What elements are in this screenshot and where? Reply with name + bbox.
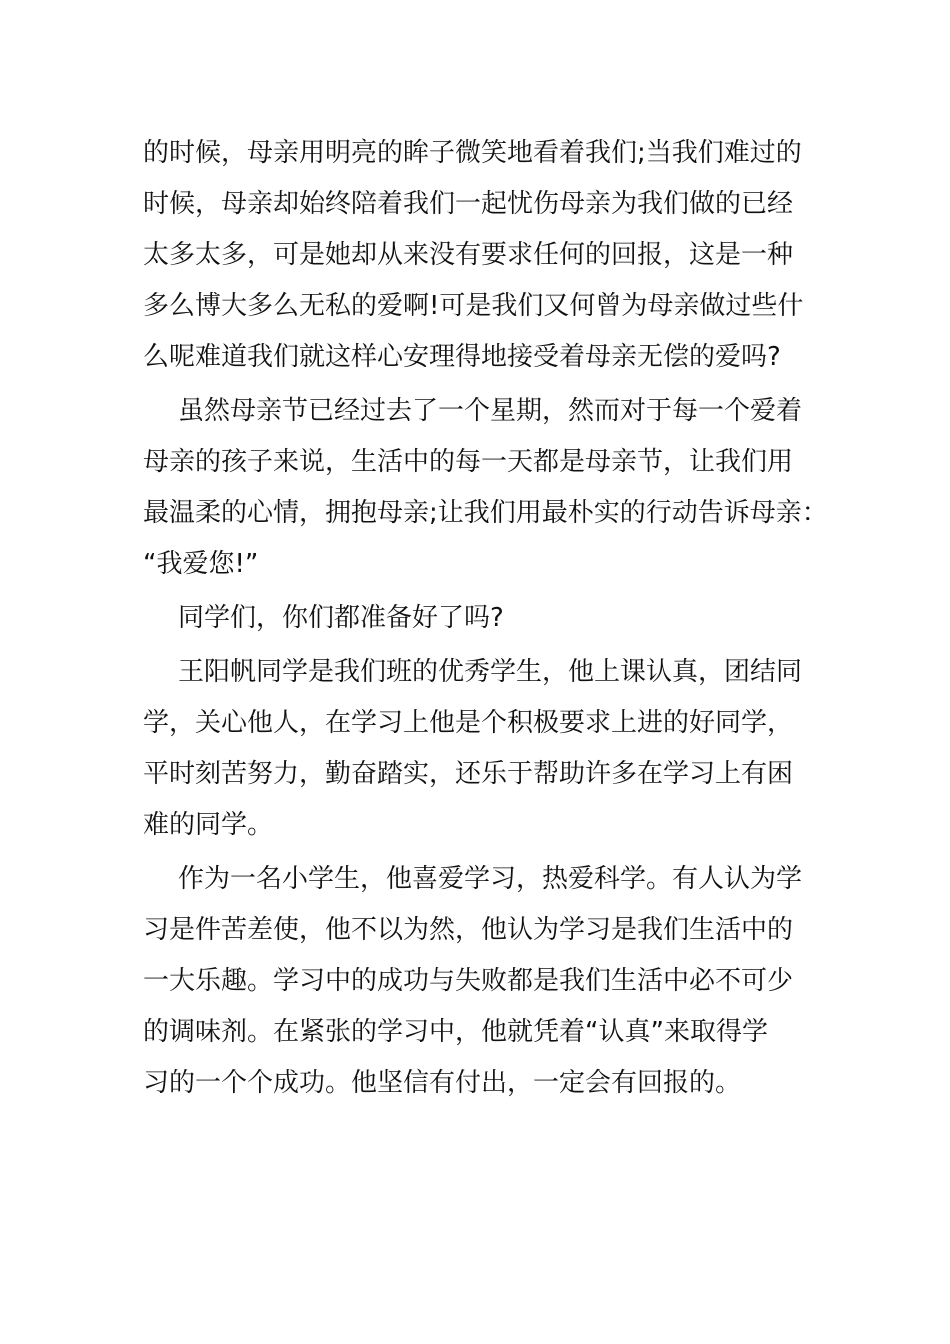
text-line: 母亲的孩子来说，生活中的每一天都是母亲节，让我们用: [143, 447, 794, 477]
paragraph-2: [143, 386, 828, 590]
text-line: 平时刻苦努力，勤奋踏实，还乐于帮助许多在学习上有困: [143, 759, 794, 789]
text-line: [143, 647, 808, 698]
text-line-content: 王阳帆同学是我们班的优秀学生，他上课认真，团结同: [178, 657, 803, 687]
text-line: 么呢难道我们就这样心安理得地接受着母亲无偿的爱吗?: [143, 342, 781, 372]
text-line: 的调味剂。在紧张的学习中，他就凭着“认真”来取得学: [143, 1017, 768, 1047]
document-body: [143, 128, 828, 1109]
text-line: 习的一个个成功。他坚信有付出，一定会有回报的。: [143, 1068, 742, 1098]
text-line-content: 作为一名小学生，他喜爱学习，热爱科学。有人认为学: [178, 864, 803, 894]
text-line: 学，关心他人，在学习上他是个积极要求上进的好同学，: [143, 708, 794, 738]
text-line: 太多太多，可是她却从来没有要求任何的回报，这是一种: [143, 240, 794, 270]
text-line: 最温柔的心情，拥抱母亲;让我们用最朴实的行动告诉母亲：: [143, 498, 828, 528]
paragraph-4: [143, 647, 808, 851]
text-line: [143, 593, 808, 644]
paragraph-1: [143, 128, 808, 383]
text-line: 多么博大多么无私的爱啊!可是我们又何曾为母亲做过些什: [143, 291, 804, 321]
text-line: 时候，母亲却始终陪着我们一起忧伤母亲为我们做的已经: [143, 189, 794, 219]
text-line: 习是件苦差使，他不以为然，他认为学习是我们生活中的: [143, 915, 794, 945]
text-line: “我爱您!”: [143, 549, 259, 579]
text-line-content: 虽然母亲节已经过去了一个星期，然而对于每一个爱着: [178, 396, 803, 426]
paragraph-5: [143, 854, 808, 1109]
text-line: [143, 386, 808, 437]
paragraph-3: [143, 593, 808, 644]
text-line: 的时候，母亲用明亮的眸子微笑地看着我们;当我们难过的: [143, 138, 802, 168]
text-line-content: 同学们，你们都准备好了吗?: [178, 603, 504, 633]
text-line: 一大乐趣。学习中的成功与失败都是我们生活中必不可少: [143, 966, 794, 996]
text-line: [143, 854, 808, 905]
text-line: 难的同学。: [143, 810, 274, 840]
